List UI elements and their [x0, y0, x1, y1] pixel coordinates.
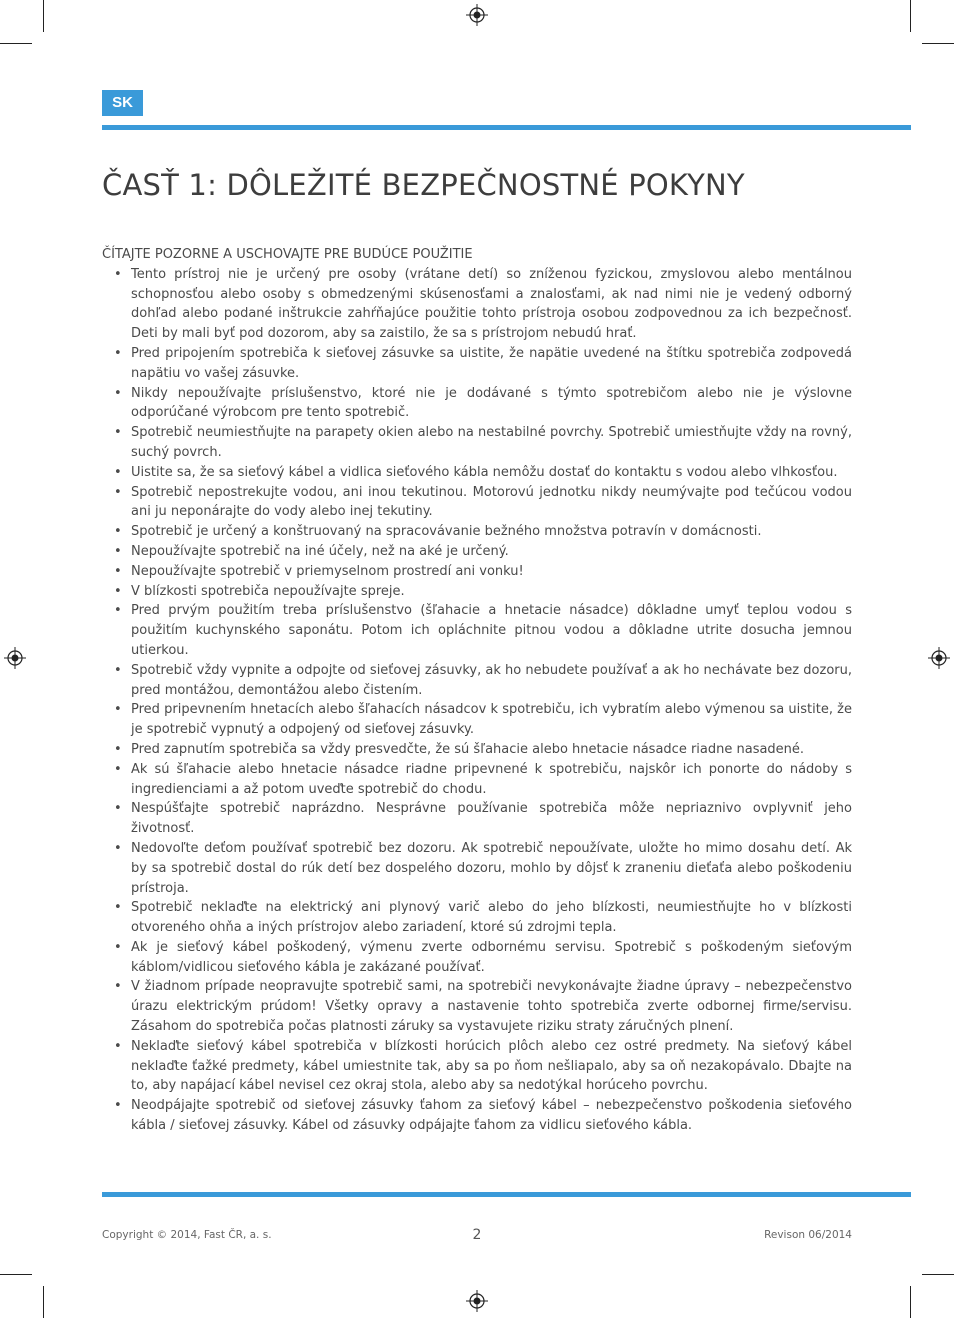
registration-mark-icon: [466, 1290, 488, 1312]
crop-mark: [0, 43, 32, 44]
revision-text: Revison 06/2014: [764, 1229, 852, 1241]
list-item: • Tento prístroj nie je určený pre osoby (vrátane detí) so zníženou fyzickou, zmyslovou alebo mentálnou schopnosťou alebo osoby s obmedzenými skúsenosťami a znalosťami, ak nad nimi nie je vedený odborný dohľad alebo podané inštrukcie zahŕňajúce použitie tohto prístroja osobou zodpovednou za ich bezpečnosť. Deti by mali byť pod dozorom, aby sa zaistilo, že sa s prístrojom nebudú hrať.: [102, 265, 852, 344]
registration-mark-icon: [466, 4, 488, 26]
list-item: • Nedovoľte deťom používať spotrebič bez dozoru. Ak spotrebič nepoužívate, uložte ho mimo dosahu detí. Ak by sa spotrebič dostal do rúk detí bez dospelého dozoru, mohlo by dôjsť k zraneniu dieťaťa alebo poškodeniu prístroja.: [102, 839, 852, 898]
list-item: • Neklaďte sieťový kábel spotrebiča v blízkosti horúcich plôch alebo cez ostré predmety. Na sieťový kábel neklaďte ťažké predmety, kábel umiestnite tak, aby sa po ňom nešliapalo, aby sa oň nezakopávalo. Dbajte na to, aby napájací kábel nevisel cez okraj stola, alebo aby sa nedotýkal horúceho povrchu.: [102, 1037, 852, 1096]
list-item: • Spotrebič neumiestňujte na parapety okien alebo na nestabilné povrchy. Spotrebič umiestňujte vždy na rovný, suchý povrch.: [102, 423, 852, 463]
page-title: ČASŤ 1: DÔLEŽITÉ BEZPEČNOSTNÉ POKYNY: [102, 168, 745, 202]
crop-mark: [910, 0, 911, 32]
crop-mark: [910, 1286, 911, 1318]
list-item: • Ak je sieťový kábel poškodený, výmenu zverte odbornému servisu. Spotrebič s poškodeným sieťovým káblom/vidlicou sieťového kábla je zakázané používať.: [102, 938, 852, 978]
list-item: • Spotrebič nepostrekujte vodou, ani inou tekutinou. Motorovú jednotku nikdy neumývajte pod tečúcou vodou ani ju neponárajte do vody alebo inej tekutiny.: [102, 483, 852, 523]
list-item: • Nikdy nepoužívajte príslušenstvo, ktoré nie je dodávané s týmto spotrebičom alebo nie je výslovne odporúčané výrobcom pre tento spotrebič.: [102, 384, 852, 424]
crop-mark: [922, 43, 954, 44]
crop-mark: [0, 1274, 32, 1275]
section-subheading: ČÍTAJTE POZORNE A USCHOVAJTE PRE BUDÚCE POUŽITIE: [102, 247, 473, 262]
copyright-text: Copyright © 2014, Fast ČR, a. s.: [102, 1229, 272, 1241]
list-item: • Spotrebič je určený a konštruovaný na spracovávanie bežného množstva potravín v domácnosti.: [102, 522, 852, 542]
list-item: • V blízkosti spotrebiča nepoužívajte spreje.: [102, 582, 852, 602]
language-badge: SK: [102, 90, 143, 116]
header-rule: [102, 125, 911, 130]
list-item: • Spotrebič vždy vypnite a odpojte od sieťovej zásuvky, ak ho nebudete používať a ak ho nechávate bez dozoru, pred montážou, demontážou alebo čistením.: [102, 661, 852, 701]
list-item: • Pred prvým použitím treba príslušenstvo (šľahacie a hnetacie násadce) dôkladne umyť teplou vodou s použitím kuchynského saponátu. Potom ich opláchnite pitnou vodou a dôkladne utrite dosucha jemnou utierkou.: [102, 601, 852, 660]
crop-mark: [43, 1286, 44, 1318]
registration-mark-icon: [4, 647, 26, 669]
list-item: • Pred pripojením spotrebiča k sieťovej zásuvke sa uistite, že napätie uvedené na štítku spotrebiča zodpovedá napätiu vo vašej zásuvke.: [102, 344, 852, 384]
list-item: • Ak sú šľahacie alebo hnetacie násadce riadne pripevnené k spotrebiču, najskôr ich ponorte do nádoby s ingredienciami a až potom uveďte spotrebič do chodu.: [102, 760, 852, 800]
crop-mark: [43, 0, 44, 32]
list-item: • Spotrebič neklaďte na elektrický ani plynový varič alebo do jeho blízkosti, neumiestňujte ho v blízkosti otvoreného ohňa a iných prístrojov alebo zariadení, ktoré sú zdrojmi tepla.: [102, 898, 852, 938]
crop-mark: [922, 1274, 954, 1275]
footer-rule: [102, 1192, 911, 1197]
list-item: • Pred zapnutím spotrebiča sa vždy presvedčte, že sú šľahacie alebo hnetacie násadce riadne nasadené.: [102, 740, 852, 760]
list-item: • Uistite sa, že sa sieťový kábel a vidlica sieťového kábla nemôžu dostať do kontaktu s vodou alebo vlhkosťou.: [102, 463, 852, 483]
list-item: • Nepoužívajte spotrebič v priemyselnom prostredí ani vonku!: [102, 562, 852, 582]
list-item: • Nespúšťajte spotrebič naprázdno. Nesprávne používanie spotrebiča môže nepriaznivo ovplyvniť jeho životnosť.: [102, 799, 852, 839]
list-item: • Neodpájajte spotrebič od sieťovej zásuvky ťahom za sieťový kábel – nebezpečenstvo poškodenia sieťového kábla / sieťovej zásuvky. Kábel od zásuvky odpájajte ťahom za vidlicu sieťového kábla.: [102, 1096, 852, 1136]
registration-mark-icon: [928, 647, 950, 669]
list-item: • V žiadnom prípade neopravujte spotrebič sami, na spotrebiči nevykonávajte žiadne úpravy – nebezpečenstvo úrazu elektrickým prúdom! Všetky opravy a nastavenie tohto spotrebiča zverte odbornej firme/servisu. Zásahom do spotrebiča počas platnosti záruky sa vystavujete riziku straty záručných plnení.: [102, 977, 852, 1036]
list-item: • Nepoužívajte spotrebič na iné účely, než na aké je určený.: [102, 542, 852, 562]
page-number: 2: [472, 1227, 482, 1243]
safety-section: [102, 245, 852, 1136]
list-item: • Pred pripevnením hnetacích alebo šľahacích násadcov k spotrebiču, ich vybratím alebo výmenou sa uistite, že je spotrebič vypnutý a odpojený od sieťovej zásuvky.: [102, 700, 852, 740]
safety-list: [102, 265, 852, 1136]
